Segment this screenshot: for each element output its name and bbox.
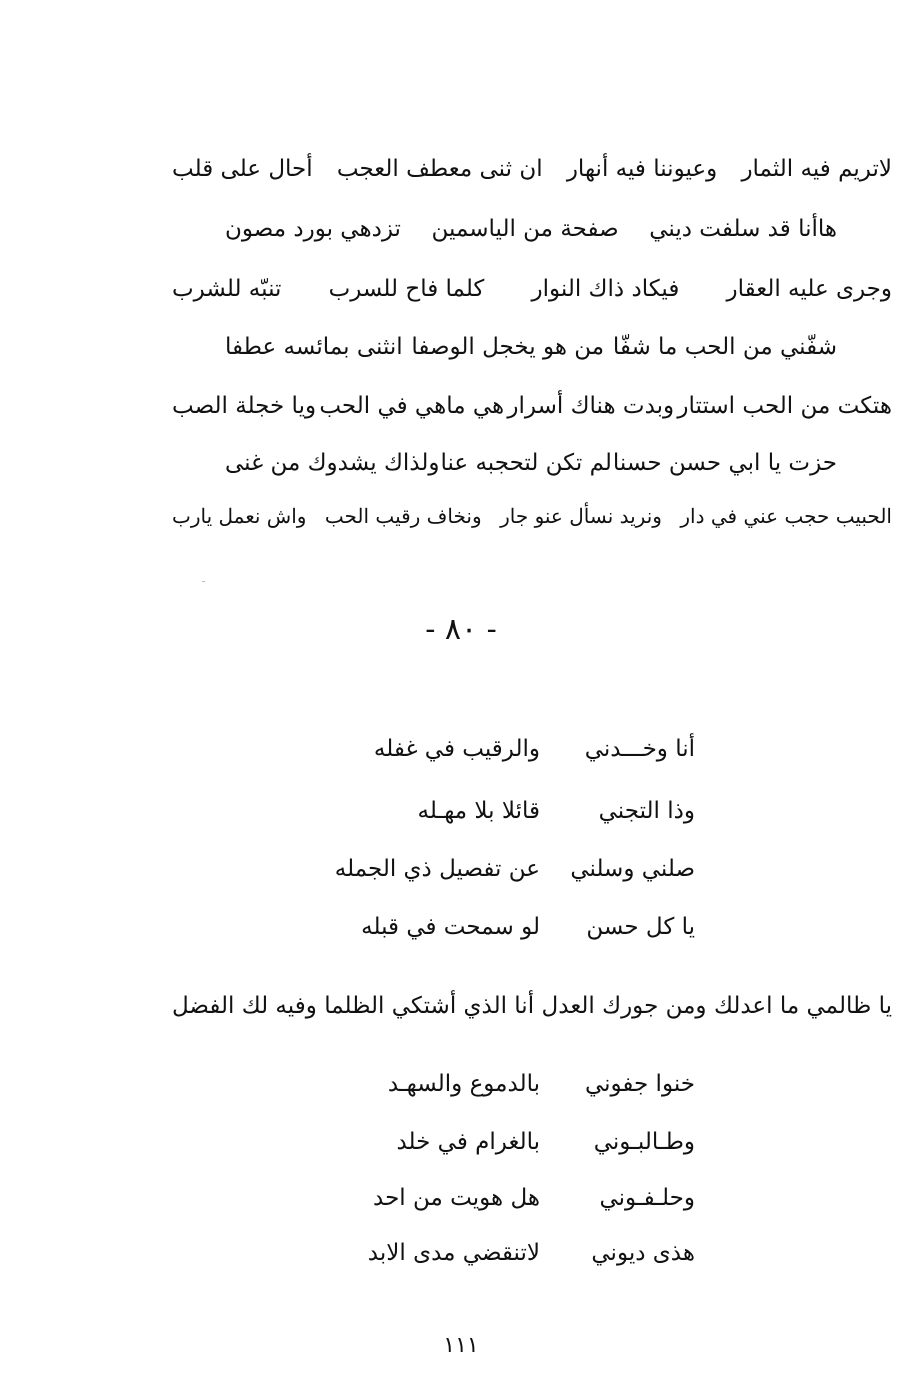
phrase: ونريد نسأل عنو جار xyxy=(500,504,662,528)
verse-left-hemistich: والرقيب في غفله xyxy=(373,736,540,762)
verse-left-hemistich: بالغرام في خلد xyxy=(396,1129,540,1155)
phrase: حزت يا ابي حسن حسنا xyxy=(612,450,837,476)
verse-left-hemistich: قائلا بلا مهـله xyxy=(417,798,540,824)
phrase: وفيه لك الفضل xyxy=(172,993,317,1019)
page-number: ١١١ xyxy=(443,1333,479,1358)
phrase: أنا الذي أشتكي الظلما xyxy=(324,993,535,1019)
phrase: فيكاد ذاك النوار xyxy=(531,276,680,302)
phrase: وبدت هناك أسرار xyxy=(507,393,675,419)
verse-left-hemistich: لاتنقضي مدى الابد xyxy=(367,1240,540,1266)
prose-line xyxy=(225,452,837,475)
phrase: ونخاف رقيب الحب xyxy=(324,504,482,528)
prose-line xyxy=(172,278,892,301)
phrase: كلما فاح للسرب xyxy=(328,276,485,302)
phrase: ومن جورك العدل xyxy=(541,993,707,1019)
verse-left-hemistich: بالدموع والسهـد xyxy=(387,1071,540,1097)
phrase: أحال على قلب xyxy=(172,156,313,182)
phrase: لاتريم فيه الثمار xyxy=(741,156,892,182)
prose-line xyxy=(172,506,892,526)
phrase: هتكت من الحب استتار xyxy=(677,393,892,419)
phrase: ويا خجلة الصب xyxy=(172,393,317,419)
phrase: ان ثنى معطف العجب xyxy=(336,156,543,182)
phrase: من هو يخجل الوصفا xyxy=(411,334,605,360)
phrase: يا ظالمي ما اعدلك xyxy=(713,993,892,1019)
verse-right-hemistich: أنا وخـــدني xyxy=(584,736,695,762)
verse-right-hemistich: وحلـفـوني xyxy=(599,1185,695,1211)
prose-line xyxy=(172,158,892,181)
scan-speck xyxy=(202,581,205,582)
prose-line xyxy=(172,995,892,1018)
phrase: صفحة من الياسمين xyxy=(431,216,619,242)
phrase: شفّني من الحب ما شفّا xyxy=(612,334,837,360)
prose-line xyxy=(172,395,892,418)
verse-right-hemistich: يا كل حسن xyxy=(586,914,695,940)
phrase: وعيوننا فيه أنهار xyxy=(566,156,718,182)
verse-left-hemistich: لو سمحت في قبله xyxy=(361,914,540,940)
phrase: ولذاك يشدوك من غنى xyxy=(225,450,440,476)
phrase: الحبيب حجب عني في دار xyxy=(680,504,892,528)
verse-right-hemistich: خنوا جفوني xyxy=(584,1071,695,1097)
verse-left-hemistich: هل هويت من احد xyxy=(373,1185,540,1211)
phrase: واش نعمل يارب xyxy=(172,504,307,528)
prose-line xyxy=(225,218,837,241)
verse-left-hemistich: عن تفصيل ذي الجمله xyxy=(334,856,540,882)
phrase: وجرى عليه العقار xyxy=(726,276,892,302)
verse-right-hemistich: هذى ديوني xyxy=(591,1240,695,1266)
phrase: لم تكن لتحجبه عنا xyxy=(440,450,612,476)
phrase: تزدهي بورد مصون xyxy=(225,216,401,242)
verse-right-hemistich: صلني وسلني xyxy=(570,856,695,882)
verse-right-hemistich: وطـالبـوني xyxy=(593,1129,695,1155)
verse-right-hemistich: وذا التجني xyxy=(598,798,695,824)
prose-line xyxy=(225,336,837,359)
phrase: تنبّه للشرب xyxy=(172,276,282,302)
phrase: هاأنا قد سلفت ديني xyxy=(649,216,837,242)
phrase: هي ماهي في الحب xyxy=(319,393,505,419)
phrase: انثنى بمائسه عطفا xyxy=(225,334,403,360)
section-number: - ٨٠ - xyxy=(425,612,497,647)
